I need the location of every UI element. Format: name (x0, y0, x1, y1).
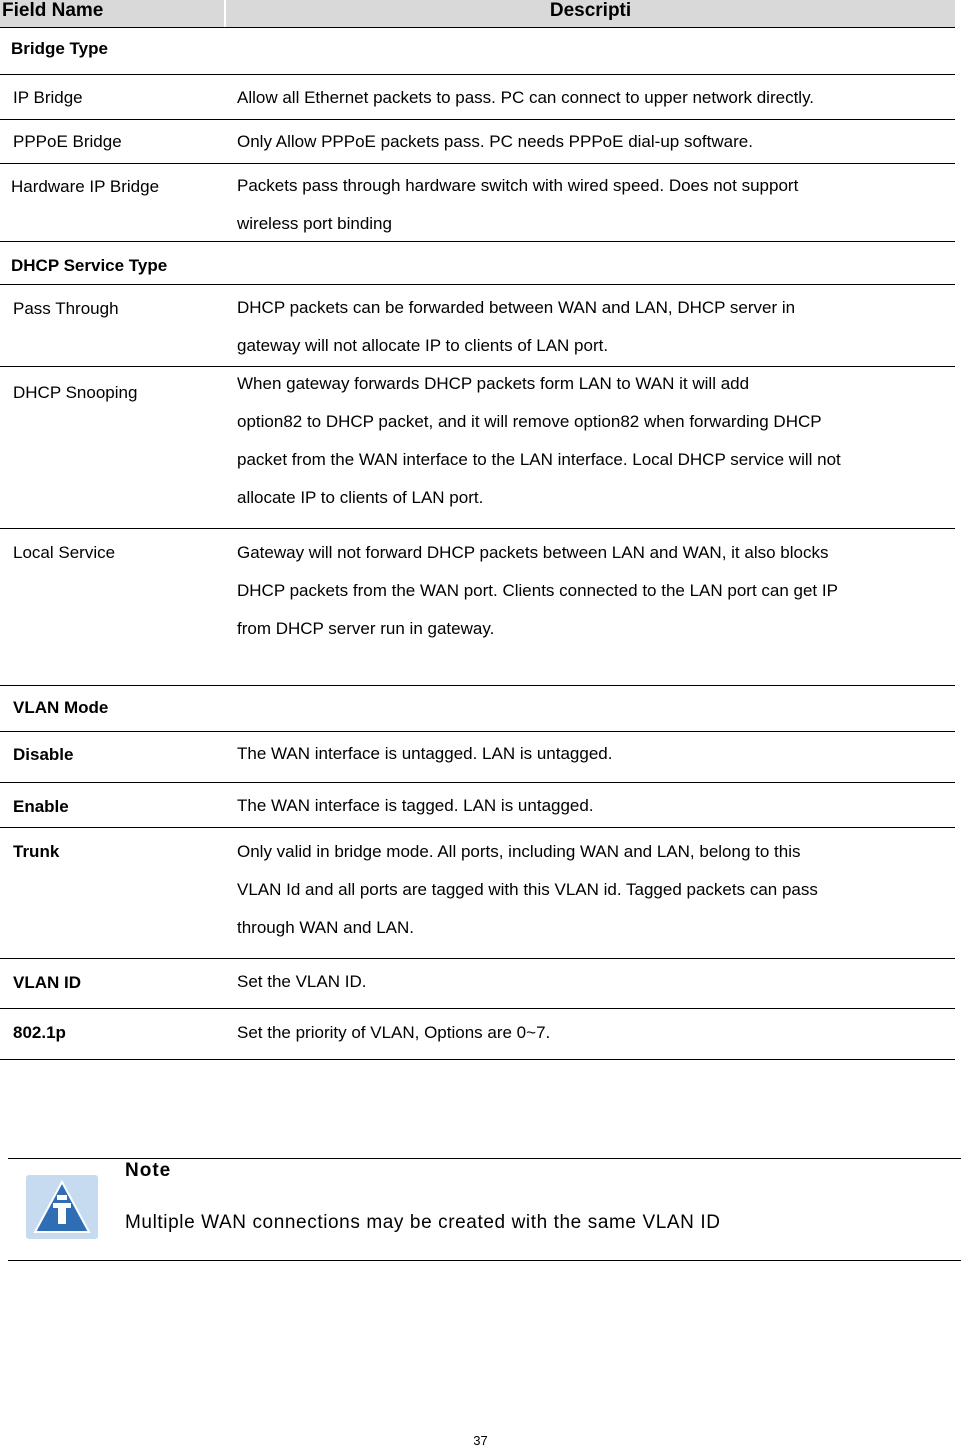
description-line: from DHCP server run in gateway. (237, 619, 495, 638)
note-bottom-rule (8, 1260, 961, 1261)
field-name: DHCP Snooping (13, 383, 138, 402)
field-name: IP Bridge (13, 88, 83, 107)
description-line: Set the priority of VLAN, Options are 0~7. (237, 1023, 551, 1042)
note-title: Note (125, 1160, 172, 1181)
table-row (0, 367, 955, 529)
field-description (237, 787, 949, 825)
field-description (237, 963, 949, 1001)
description-line: Only Allow PPPoE packets pass. PC needs PPPoE dial-up software. (237, 132, 753, 151)
description-line: When gateway forwards DHCP packets form LAN to WAN it will add (237, 374, 750, 393)
field-name: Pass Through (13, 299, 119, 318)
note-triangle-icon (26, 1175, 98, 1239)
table-row (0, 120, 955, 164)
table-row (0, 285, 955, 367)
description-line: Set the VLAN ID. (237, 972, 367, 991)
field-description (237, 365, 949, 517)
description-line: allocate IP to clients of LAN port. (237, 488, 484, 507)
field-description (237, 534, 949, 648)
field-name: PPPoE Bridge (13, 132, 122, 151)
description-line: DHCP packets can be forwarded between WAN and LAN, DHCP server in (237, 298, 796, 317)
description-line: option82 to DHCP packet, and it will remove option82 when forwarding DHCP (237, 412, 822, 431)
field-name: Disable (13, 745, 74, 764)
description-line: through WAN and LAN. (237, 918, 415, 937)
description-line: packet from the WAN interface to the LAN interface. Local DHCP service will not (237, 450, 841, 469)
field-name: 802.1p (13, 1023, 66, 1042)
table-row (0, 529, 955, 686)
section-row-bridge-type (0, 28, 955, 75)
description-line: Packets pass through hardware switch with wired speed. Does not support (237, 176, 799, 195)
table-row (0, 164, 955, 242)
field-description (237, 167, 949, 243)
field-description (237, 1014, 949, 1052)
page-number: 37 (473, 1433, 488, 1448)
section-title: Bridge Type (11, 39, 108, 58)
section-row-dhcp-service-type (0, 242, 955, 285)
table-row (0, 959, 955, 1009)
note-top-rule (8, 1158, 961, 1159)
description-line: Allow all Ethernet packets to pass. PC can connect to upper network directly. (237, 88, 815, 107)
description-line: wireless port binding (237, 214, 392, 233)
field-name: Enable (13, 797, 69, 816)
description-line: gateway will not allocate IP to clients of LAN port. (237, 336, 609, 355)
description-line: Gateway will not forward DHCP packets between LAN and WAN, it also blocks (237, 543, 829, 562)
field-description (237, 79, 949, 117)
section-title: VLAN Mode (13, 698, 109, 717)
section-title: DHCP Service Type (11, 256, 168, 275)
table-row (0, 1009, 955, 1060)
description-line: Only valid in bridge mode. All ports, including WAN and LAN, belong to this (237, 842, 801, 861)
description-line: The WAN interface is tagged. LAN is untagged. (237, 796, 594, 815)
field-name: Local Service (13, 543, 116, 562)
table-header (0, 0, 955, 28)
field-description (237, 833, 949, 947)
field-name: VLAN ID (13, 973, 81, 992)
description-line: DHCP packets from the WAN port. Clients connected to the LAN port can get IP (237, 581, 838, 600)
field-description (237, 123, 949, 161)
description-header: Descripti (549, 0, 632, 21)
description-line: VLAN Id and all ports are tagged with this VLAN id. Tagged packets can pass (237, 880, 818, 899)
field-name: Trunk (13, 842, 60, 861)
field-description (237, 735, 949, 773)
note-text: Multiple WAN connections may be created with the same VLAN ID (125, 1212, 721, 1233)
section-row-vlan-mode (0, 686, 955, 732)
note-icon (26, 1175, 98, 1239)
table-row (0, 732, 955, 783)
table-row (0, 783, 955, 828)
table-row (0, 75, 955, 120)
field-name: Hardware IP Bridge (11, 177, 160, 196)
field-description (237, 289, 949, 365)
description-line: The WAN interface is untagged. LAN is untagged. (237, 744, 613, 763)
field-name-header: Field Name (0, 0, 226, 27)
table-row (0, 828, 955, 959)
